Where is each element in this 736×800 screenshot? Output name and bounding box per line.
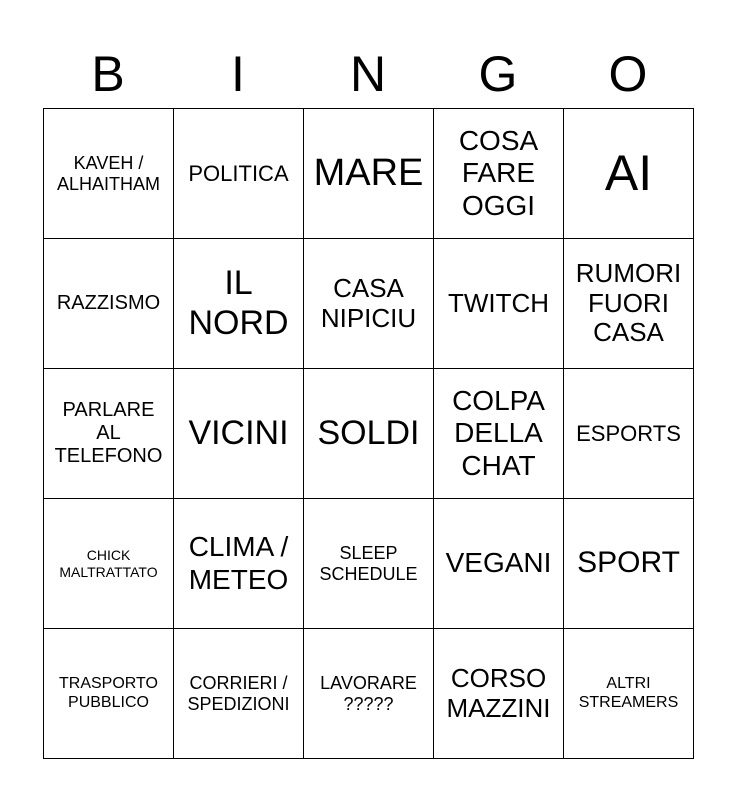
bingo-cell[interactable]: RAZZISMO bbox=[44, 239, 174, 369]
header-letter-g: G bbox=[478, 46, 518, 102]
bingo-cell[interactable]: CASA NIPICIU bbox=[304, 239, 434, 369]
bingo-cell[interactable]: PARLARE AL TELEFONO bbox=[44, 369, 174, 499]
bingo-cell[interactable]: ESPORTS bbox=[564, 369, 694, 499]
header-letter-o: O bbox=[608, 46, 648, 102]
bingo-cell[interactable]: CLIMA / METEO bbox=[174, 499, 304, 629]
bingo-cell[interactable]: IL NORD bbox=[174, 239, 304, 369]
bingo-cell[interactable]: SPORT bbox=[564, 499, 694, 629]
bingo-cell[interactable]: CHICK MALTRATTATO bbox=[44, 499, 174, 629]
bingo-cell[interactable]: CORSO MAZZINI bbox=[434, 629, 564, 759]
header-letter-n: N bbox=[349, 46, 387, 102]
header-letter-i: I bbox=[231, 46, 245, 102]
bingo-cell[interactable]: COLPA DELLA CHAT bbox=[434, 369, 564, 499]
bingo-cell[interactable]: SLEEP SCHEDULE bbox=[304, 499, 434, 629]
bingo-cell[interactable]: CORRIERI / SPEDIZIONI bbox=[174, 629, 304, 759]
bingo-grid bbox=[43, 108, 694, 759]
bingo-cell[interactable]: ALTRI STREAMERS bbox=[564, 629, 694, 759]
bingo-card bbox=[43, 40, 693, 759]
bingo-cell[interactable]: POLITICA bbox=[174, 109, 304, 239]
bingo-cell[interactable]: VEGANI bbox=[434, 499, 564, 629]
bingo-cell[interactable]: RUMORI FUORI CASA bbox=[564, 239, 694, 369]
bingo-cell[interactable]: VICINI bbox=[174, 369, 304, 499]
bingo-cell[interactable]: SOLDI bbox=[304, 369, 434, 499]
bingo-cell[interactable]: TRASPORTO PUBBLICO bbox=[44, 629, 174, 759]
bingo-cell[interactable]: TWITCH bbox=[434, 239, 564, 369]
bingo-cell[interactable]: COSA FARE OGGI bbox=[434, 109, 564, 239]
header-letter-b: B bbox=[91, 46, 125, 102]
bingo-cell[interactable]: MARE bbox=[304, 109, 434, 239]
bingo-cell[interactable]: KAVEH / ALHAITHAM bbox=[44, 109, 174, 239]
bingo-header bbox=[43, 40, 693, 108]
bingo-cell[interactable]: AI bbox=[564, 109, 694, 239]
bingo-cell[interactable]: LAVORARE ????? bbox=[304, 629, 434, 759]
